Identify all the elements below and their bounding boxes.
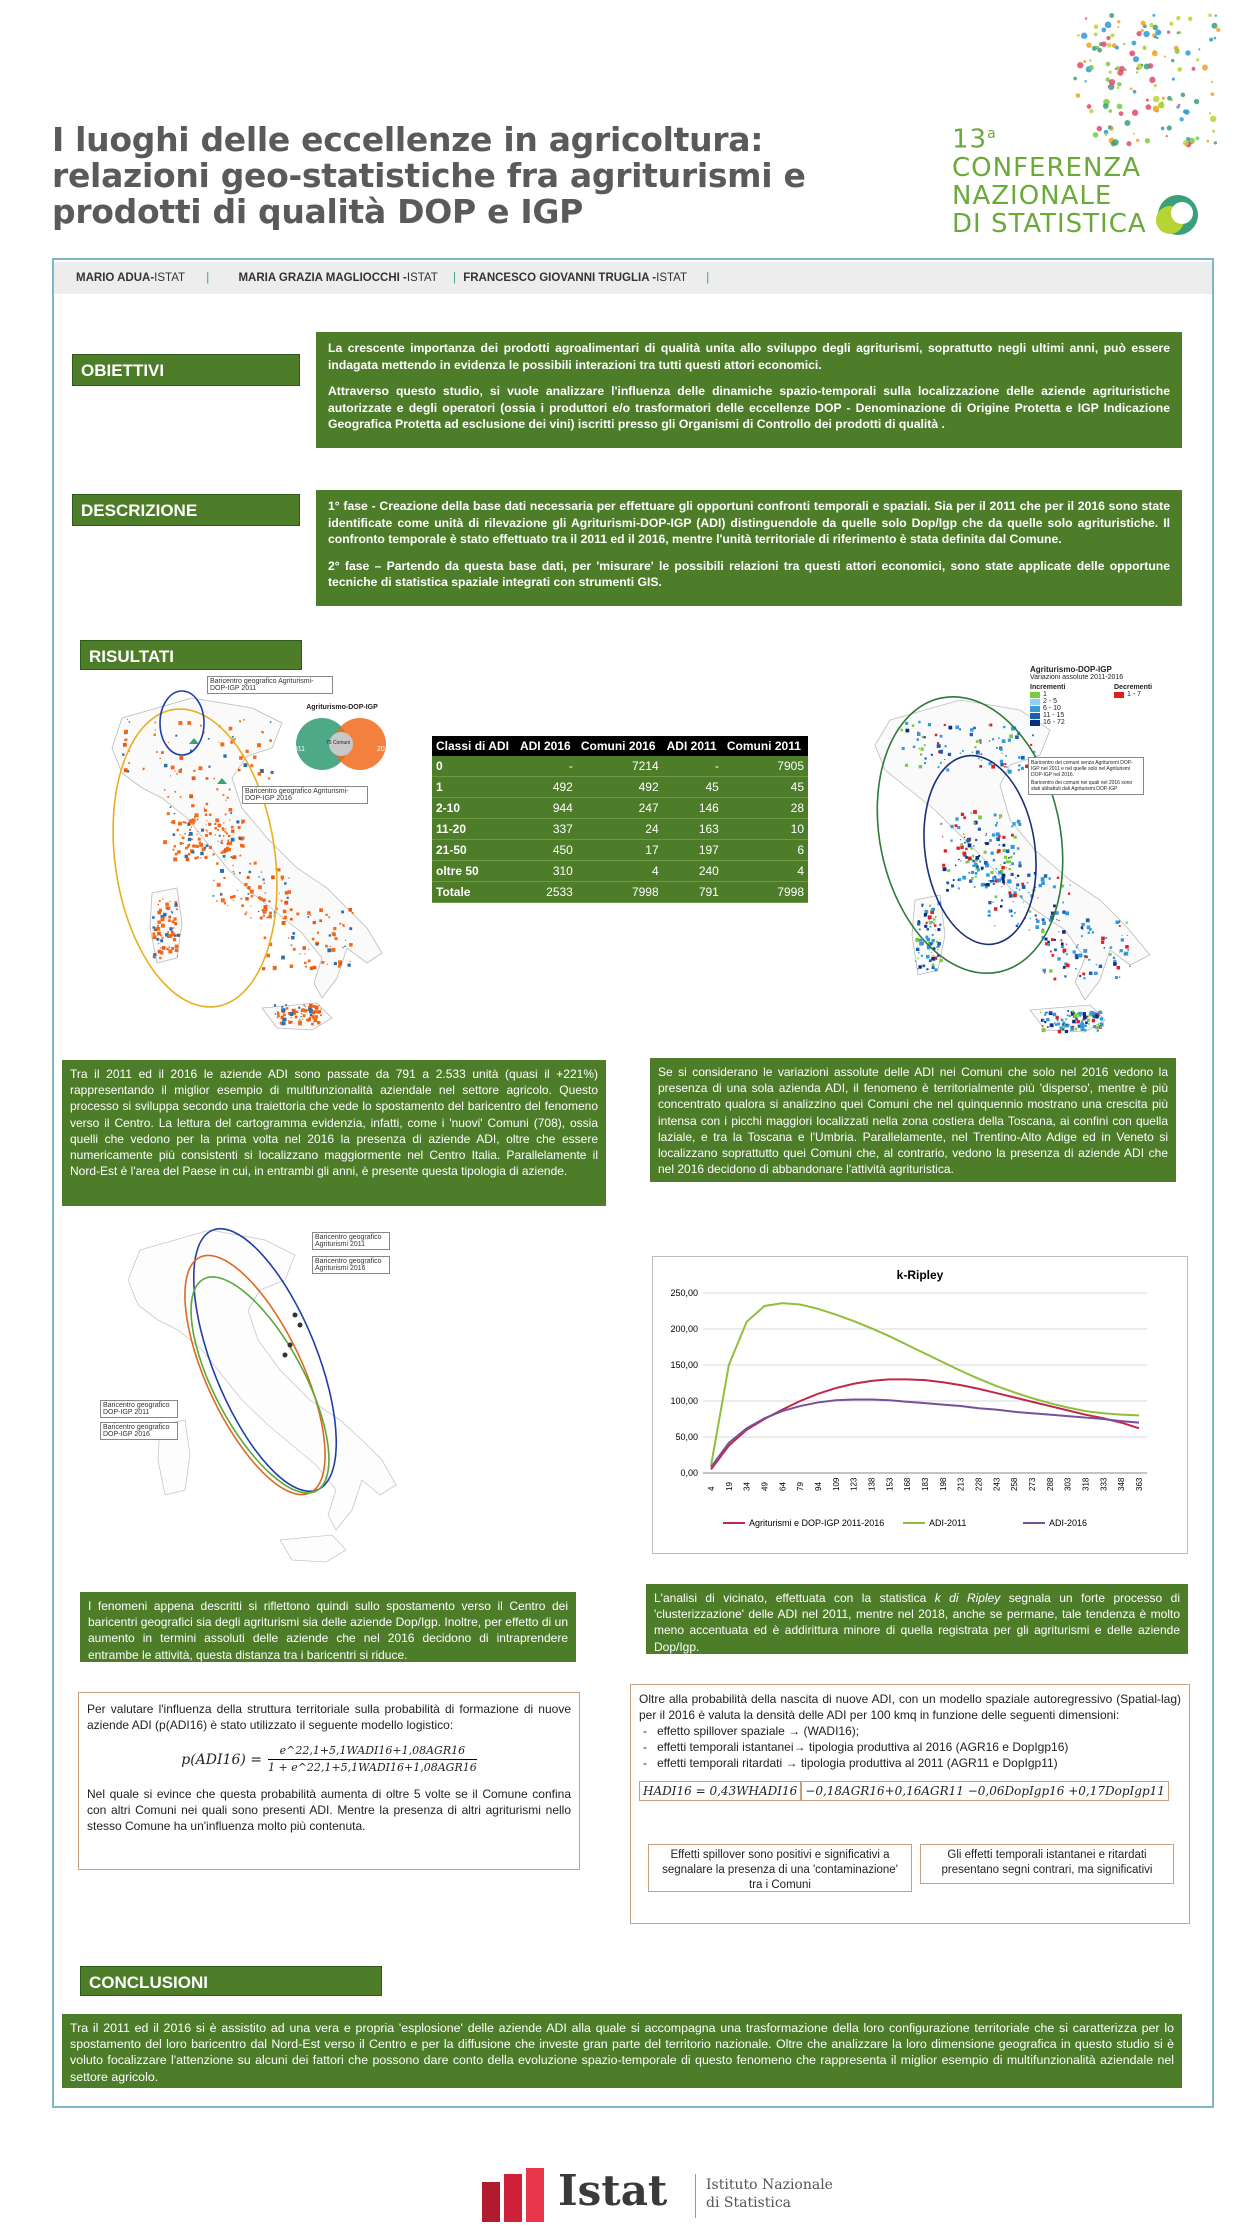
table-header: ADI 2016 — [516, 736, 577, 756]
x-tick-label: 123 — [849, 1477, 859, 1491]
table-cell: 28 — [723, 798, 808, 819]
y-tick-label: 50,00 — [675, 1432, 698, 1442]
map-variazioni — [830, 660, 1200, 1050]
table-row — [432, 840, 808, 861]
x-tick-label: 4 — [707, 1486, 716, 1491]
descrizione-text — [316, 490, 1182, 606]
x-tick-label: 19 — [724, 1482, 734, 1491]
table-cell: 492 — [577, 777, 663, 798]
poster-title: I luoghi delle eccellenze in agricoltura: relazioni geo-statistiche fra agriturismi e prodotti di qualità DOP e IGP — [52, 120, 806, 231]
table-row — [432, 756, 808, 777]
x-tick-label: 49 — [760, 1482, 770, 1491]
logo-edition-suffix: a — [987, 126, 997, 142]
author-1-name: MARIO ADUA- — [76, 272, 155, 284]
table-header: Classi di ADI — [432, 736, 516, 756]
text-right-2-a: L'analisi di vicinato, effettuata con la statistica — [654, 1591, 935, 1605]
spatial-list-item: - effetto spillover spaziale → (WADI16); — [643, 1724, 860, 1738]
legend-swatch — [1030, 692, 1040, 698]
table-cell: 4 — [577, 861, 663, 882]
y-tick-label: 150,00 — [670, 1360, 698, 1370]
x-tick-label: 198 — [938, 1477, 948, 1491]
x-tick-label: 348 — [1117, 1477, 1127, 1491]
legend-swatch — [1030, 713, 1040, 719]
table-cell: 21-50 — [432, 840, 516, 861]
text-right-2-em: k di Ripley — [934, 1591, 1001, 1605]
conclusioni-text: Tra il 2011 ed il 2016 si è assistito ad una vera e propria 'esplosione' delle aziende ADI alla quale si accompagna una trasformazione della loro configurazione territoriale che si caratterizza per lo spostamento del loro baricentro dal Nord-Est verso il Centro e per la diffusione che investe gran parte del territorio nazionale. Oltre che analizzare la loro dimensione geografica in questo studio si è voluto focalizzare l'attenzione su alcuni dei fattori che possono dare conto della evoluzione spazio-temporale di questo fenomeno che rappresenta il miglior esempio di multifunzionalità aziendale nel settore agricolo. — [62, 2014, 1182, 2088]
table-cell: 7998 — [723, 882, 808, 903]
x-tick-label: 243 — [992, 1477, 1002, 1491]
spatial-list-item: - effetti temporali ritardati → tipologia produttiva al 2011 (AGR11 e DopIgp11) — [643, 1756, 1058, 1770]
y-tick-label: 100,00 — [670, 1396, 698, 1406]
legend-swatch — [1030, 699, 1040, 705]
map2-inc-item: 1 — [1043, 691, 1047, 698]
descrizione-p2: 2° fase – Partendo da questa base dati, per 'misurare' le possibili relazioni tra questi attori economici, sono state applicate delle opportune tecniche di statistica spaziale integrati con strumenti GIS. — [328, 558, 1170, 589]
spatial-item-text: effetto spillover spaziale → (WADI16); — [657, 1724, 860, 1738]
table-cell: 337 — [516, 819, 577, 840]
legend-label: ADI-2011 — [929, 1518, 967, 1528]
table-cell: 2-10 — [432, 798, 516, 819]
table-cell: 492 — [516, 777, 577, 798]
table-cell: 450 — [516, 840, 577, 861]
map2-inc-item: 16 - 72 — [1043, 719, 1065, 726]
x-tick-label: 258 — [1010, 1477, 1020, 1491]
map2-legend-sub: Variazioni assolute 2011-2016 — [1030, 674, 1124, 681]
kripley-chart — [652, 1256, 1188, 1554]
obiettivi-heading: OBIETTIVI — [72, 354, 300, 386]
x-tick-label: 34 — [742, 1482, 752, 1491]
map2-dec-0: 1 - 7 — [1127, 691, 1142, 698]
map1-label-mid: Baricentro geografico Agriturismi-DOP-IGP 2016 — [242, 786, 368, 804]
x-tick-label: 64 — [778, 1482, 788, 1491]
x-tick-label: 228 — [974, 1477, 984, 1491]
author-2-name: MARIA GRAZIA MAGLIOCCHI - — [238, 272, 407, 284]
series-line-1 — [711, 1303, 1139, 1466]
venn-b: 2016 — [377, 746, 393, 753]
logo-line3: DI STATISTICA — [952, 208, 1147, 239]
table-cell: 17 — [577, 840, 663, 861]
table-row — [432, 819, 808, 840]
x-tick-label: 318 — [1081, 1477, 1091, 1491]
logit-model-box — [78, 1692, 580, 1870]
istat-mark-icon — [480, 2168, 550, 2224]
table-cell: 7905 — [723, 756, 808, 777]
conclusioni-heading: CONCLUSIONI — [80, 1966, 382, 1996]
spatial-eq-a: HADI16 = 0,43WHADI16 — [639, 1781, 801, 1801]
risultati-heading: RISULTATI — [80, 640, 302, 670]
table-cell: 310 — [516, 861, 577, 882]
map3-label-1: Baricentro geografico Agriturismi 2011 — [312, 1232, 390, 1250]
map-baricentri — [100, 1210, 420, 1580]
adi-table-wrap — [432, 736, 812, 903]
x-tick-label: 333 — [1099, 1477, 1109, 1491]
table-cell: - — [516, 756, 577, 777]
table-cell: 1 — [432, 777, 516, 798]
x-tick-label: 94 — [814, 1482, 823, 1491]
text-left-2: I fenomeni appena descritti si riflettono quindi sullo spostamento verso il Centro dei baricentri geografici sia degli agriturismi sia delle aziende Dop/Igp. Inoltre, per effetto di un aumento in termini assoluti delle aziende che nel 2016 decidono di intraprendere entrambe le attività, questa distanza tra i baricentri si riduce. — [80, 1592, 576, 1662]
table-row — [432, 861, 808, 882]
logit-intro: Per valutare l'influenza della struttura territoriale sulla probabilità di formazione di nuove aziende ADI (p(ADI16) è stato utilizzato il seguente modello logistico: — [87, 1702, 571, 1732]
spatial-note-b: Gli effetti temporali istantanei e ritardati presentano segni contrari, ma significativi — [920, 1844, 1174, 1884]
table-cell: - — [663, 756, 723, 777]
logit-num: e^22,1+5,1WADI16+1,08AGR16 — [268, 1743, 477, 1760]
table-header: Comuni 2016 — [577, 736, 663, 756]
map2-inc-item: 11 - 15 — [1043, 712, 1065, 719]
author-sep: | — [452, 272, 456, 284]
x-tick-label: 363 — [1135, 1477, 1144, 1491]
map2-dec-label: Decrementi — [1114, 684, 1153, 691]
map2-note — [1028, 757, 1144, 795]
footer-inst1: Istituto Nazionale — [706, 2177, 833, 2193]
x-tick-label: 183 — [921, 1477, 930, 1491]
spatial-item-text: effetti temporali istantanei→ tipologia produttiva al 2016 (AGR16 e DopIgp16) — [657, 1740, 1069, 1754]
table-cell: 7998 — [577, 882, 663, 903]
x-tick-label: 138 — [867, 1477, 877, 1491]
logit-outro: Nel quale si evince che questa probabilità aumenta di oltre 5 volte se il Comune confina con altri Comuni nei quali sono presenti ADI. Mentre la presenza di altri agriturismi nello stesso Comune ha un'influenza molto più contenuta. — [87, 1787, 571, 1833]
map2-inc-item: 6 - 10 — [1043, 705, 1061, 712]
x-tick-label: 273 — [1028, 1477, 1037, 1491]
table-cell: 6 — [723, 840, 808, 861]
table-cell: 2533 — [516, 882, 577, 903]
legend-swatch — [1030, 706, 1040, 712]
legend-swatch — [1030, 720, 1040, 726]
obiettivi-text — [316, 332, 1182, 448]
authors-bar — [54, 262, 1212, 294]
table-cell: 944 — [516, 798, 577, 819]
y-tick-label: 200,00 — [670, 1324, 698, 1334]
table-header: ADI 2011 — [663, 736, 723, 756]
table-cell: 163 — [663, 819, 723, 840]
istat-logo — [480, 2166, 840, 2226]
author-sep: | — [206, 272, 210, 284]
venn-common: 75 Comuni — [326, 740, 351, 746]
table-row — [432, 882, 808, 903]
venn-diagram — [282, 704, 402, 774]
map2-note1: Baricentro dei comuni senza Agriturismi DOP-IGP nel 2011 e nel quelle solo nel Agriturismi DOP-IGP nel 2016. — [1031, 760, 1133, 778]
footer-brand: Istat — [558, 2166, 668, 2215]
spatial-intro: Oltre alla probabilità della nascita di nuove ADI, con un modello spaziale autoregressivo (Spatial-lag) per il 2016 è valuta la densità delle ADI per 100 kmq in funzione delle seguenti dimensioni: — [639, 1692, 1181, 1722]
x-tick-label: 153 — [885, 1477, 895, 1491]
table-cell: Totale — [432, 882, 516, 903]
table-row — [432, 798, 808, 819]
y-tick-label: 250,00 — [670, 1288, 698, 1298]
y-tick-label: 0,00 — [680, 1468, 698, 1478]
kripley-svg — [653, 1257, 1187, 1553]
legend-label: Agriturismi e DOP-IGP 2011-2016 — [749, 1518, 885, 1528]
logo-edition: 13 — [952, 124, 988, 155]
spatial-note-a: Effetti spillover sono positivi e significativi a segnalare la presenza di una 'contaminazione' tra i Comuni — [648, 1844, 912, 1892]
map3-label-2: Baricentro geografico Agriturismi 2016 — [312, 1256, 390, 1274]
map3-label-3: Baricentro geografico DOP-IGP 2011 — [100, 1400, 178, 1418]
table-cell: oltre 50 — [432, 861, 516, 882]
map2-inc-label: Incrementi — [1030, 684, 1066, 691]
x-tick-label: 79 — [796, 1482, 806, 1491]
map2-note2: Baricentro dei comuni nei quali nel 2016 sono stati abbattuti dati Agriturismi DOP-IGP — [1031, 780, 1133, 792]
footer-inst2: di Statistica — [706, 2195, 792, 2211]
x-tick-label: 213 — [956, 1477, 966, 1491]
table-cell: 240 — [663, 861, 723, 882]
logo-line1: CONFERENZA — [952, 152, 1141, 183]
author-sep: | — [706, 272, 710, 284]
author-3-org: ISTAT — [656, 272, 688, 284]
text-left-1: Tra il 2011 ed il 2016 le aziende ADI sono passate da 791 a 2.533 unità (quasi il +221%) rappresentando il miglior esempio di multifunzionalità aziendale nel settore agricolo. Questo processo si sviluppa secondo una traiettoria che vede lo spostamento del baricentro del fenomeno verso il Centro. La lettura del cartogramma evidenzia, infatti, come i 'nuovi' Comuni (708), ossia quelli che vedono per la prima volta nel 2016 la presenza di aziende ADI, oltre che essere numericamente più consistenti si localizzano maggiormente nel Centro Italia. Parallelamente il Nord-Est è l'area del Paese in cui, in entrambi gli anni, è presente questa tipologia di aziende. — [62, 1060, 606, 1206]
legend-swatch — [1114, 692, 1124, 698]
obiettivi-p2: Attraverso questo studio, si vuole analizzare l'influenza delle dinamiche spazio-temporali sulla localizzazione delle aziende agrituristiche autorizzate e degli operatori (ossia i produttori e/o trasformatori delle eccellenze DOP - Denominazione di Origine Protetta e IGP Indicazione Geografica Protetta ad esclusione dei vini) iscritti presso gli Organismi di Controllo dei prodotti di qualità . — [328, 384, 1170, 431]
map2-legend — [1030, 665, 1195, 726]
descrizione-heading: DESCRIZIONE — [72, 494, 300, 526]
author-2-org: ISTAT — [406, 272, 438, 284]
map2-inc-item: 2 - 5 — [1043, 698, 1058, 705]
logit-den: 1 + e^22,1+5,1WADI16+1,08AGR16 — [268, 1761, 477, 1774]
table-cell: 791 — [663, 882, 723, 903]
spatial-list-item: - effetti temporali istantanei→ tipologia produttiva al 2016 (AGR16 e DopIgp16) — [643, 1740, 1069, 1754]
map1-label-top: Baricentro geografico Agriturismi-DOP-IGP 2011 — [207, 676, 333, 694]
logo-line2: NAZIONALE — [952, 180, 1113, 211]
table-cell: 11-20 — [432, 819, 516, 840]
descrizione-p1: 1° fase - Creazione della base dati necessaria per effettuare gli opportuni confronti temporali e spaziali. Sia per il 2011 che per il 2016 sono state identificate come unità di rilevazione gli Agriturismi-DOP-IGP (ADI) distinguendole da quelle solo Dop/Igp che da quelle solo agrituristiche. Il confronto temporale è stato effettuato tra il 2011 ed il 2016, mentre l'unità territoriale di riferimento è stata definita dal Comune. — [328, 499, 1170, 546]
author-1-org: ISTAT — [154, 272, 186, 284]
x-tick-label: 288 — [1045, 1477, 1055, 1491]
author-3-name: FRANCESCO GIOVANNI TRUGLIA - — [463, 272, 657, 284]
table-cell: 197 — [663, 840, 723, 861]
spatial-eq-b: −0,18AGR16+0,16AGR11 −0,06DopIgp16 +0,17DopIgp11 — [801, 1781, 1169, 1801]
obiettivi-p1: La crescente importanza dei prodotti agroalimentari di qualità unita allo sviluppo degli agriturismi, soprattutto negli ultimi anni, può essere indagata mettendo in evidenza le possibili interazioni tra tutti questi attori economici. — [328, 341, 1170, 372]
x-tick-label: 109 — [831, 1477, 841, 1491]
series-line-0 — [711, 1379, 1139, 1469]
map2-legend-title: Agriturismo-DOP-IGP — [1030, 665, 1112, 674]
x-tick-label: 168 — [903, 1477, 913, 1491]
text-right-2-b: segnala un forte processo di 'clusterizzazione' delle ADI nel 2011, mentre nel 2018, anche se permane, tale tendenza è molto meno accentuata ed è addirittura minore di quella registrata per gli agriturismi e delle aziende Dop/Igp. — [654, 1591, 1180, 1654]
table-cell: 4 — [723, 861, 808, 882]
adi-table — [432, 736, 808, 903]
map3-label-4: Baricentro geografico DOP-IGP 2016 — [100, 1422, 178, 1440]
legend-label: ADI-2016 — [1049, 1518, 1088, 1528]
x-tick-label: 303 — [1063, 1477, 1073, 1491]
map-adi-2011-2016 — [82, 678, 422, 1048]
table-row — [432, 777, 808, 798]
logit-lhs: p(ADI16) = — [181, 1751, 262, 1768]
table-header: Comuni 2011 — [723, 736, 808, 756]
conference-logo — [930, 10, 1230, 250]
chart-title: k-Ripley — [896, 1268, 944, 1282]
table-cell: 45 — [723, 777, 808, 798]
text-right-1: Se si considerano le variazioni assolute delle ADI nei Comuni che solo nel 2016 vedono la presenza di una sola azienda ADI, il fenomeno è territorialmente più 'disperso', mentre è più concentrato qualora si analizzino quei Comuni che nel quinquennio mostrano una crescita più intensa con i picchi maggiori localizzati nella zona costiera della Toscana, ai confini con quella laziale, e tra la Toscana e l'Umbria. Parallelamente, nel Trentino-Alto Adige ed in Veneto si localizzano soprattutto quei Comuni che, al contrario, vedono la presenza di aziende ADI che nel 2016 decidono di abbandonare l'attività agrituristica. — [650, 1058, 1176, 1182]
table-cell: 7214 — [577, 756, 663, 777]
table-cell: 45 — [663, 777, 723, 798]
table-cell: 146 — [663, 798, 723, 819]
table-cell: 247 — [577, 798, 663, 819]
table-cell: 24 — [577, 819, 663, 840]
venn-a: 2011 — [290, 746, 306, 753]
text-right-2 — [646, 1584, 1188, 1654]
spatial-item-text: effetti temporali ritardati → tipologia produttiva al 2011 (AGR11 e DopIgp11) — [657, 1756, 1058, 1770]
table-cell: 10 — [723, 819, 808, 840]
venn-title: Agriturismo-DOP-IGP — [306, 704, 378, 711]
table-cell: 0 — [432, 756, 516, 777]
